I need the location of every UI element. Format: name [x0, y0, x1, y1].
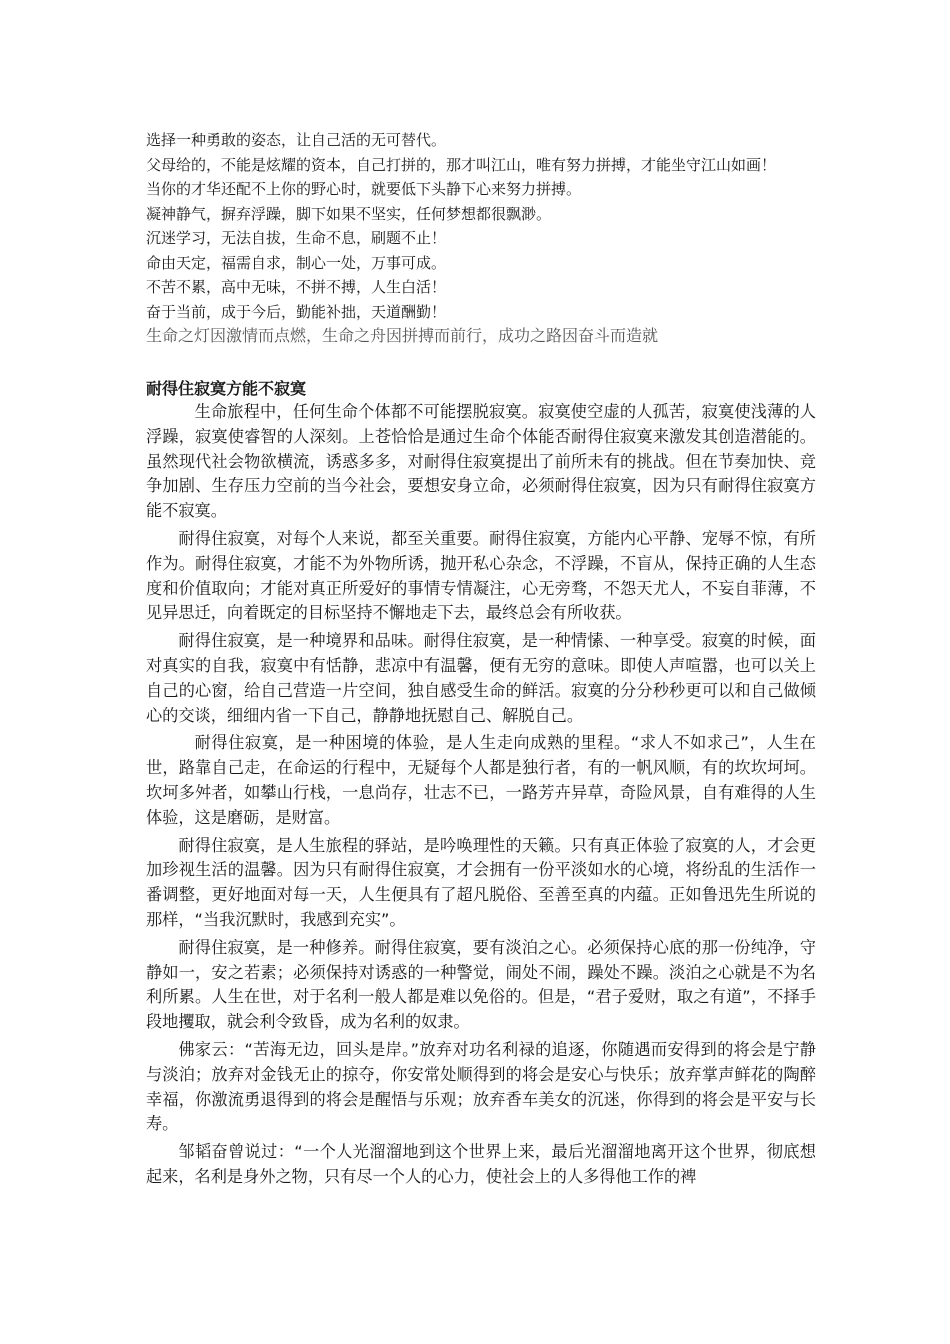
article-paragraph: 耐得住寂寞，是一种修养。耐得住寂寞，要有淡泊之心。必须保持心底的那一份纯净，守静如一，安之若素；必须保持对诱惑的一种警觉，闹处不闹，躁处不躁。淡泊之心就是不为名利所累。人生在世，对于名利一般人都是难以免俗的。但是，“君子爱财，取之有道”，不择手段地攫取，就会利令致昏，成为名利的奴隶。 — [146, 937, 816, 1032]
article-paragraph: 佛家云：“苦海无边，回头是岸。”放弃对功名利禄的追逐，你随遇而安得到的将会是宁静与淡泊；放弃对金钱无止的掠夺，你安常处顺得到的将会是安心与快乐；放弃掌声鲜花的陶醉幸福，你激流勇退得到的将会是醒悟与乐观；放弃香车美女的沉迷，你得到的将会是平安与长寿。 — [146, 1039, 816, 1134]
motto-line: 不苦不累，高中无味，不拼不搏，人生白活！ — [146, 278, 447, 296]
article-paragraph: 邹韬奋曾说过：“一个人光溜溜地到这个世界上来，最后光溜溜地离开这个世界，彻底想起来，名利是身外之物，只有尽一个人的心力，使社会上的人多得他工作的裨 — [146, 1142, 816, 1186]
motto-line: 当你的才华还配不上你的野心时，就要低下头静下心来努力拼搏。 — [146, 180, 582, 198]
motto-line: 奋于当前，成于今后，勤能补拙，天道酬勤！ — [146, 302, 447, 321]
motto-line: 生命之灯因激情而点燃，生命之舟因拼搏而前行，成功之路因奋斗而造就 — [146, 326, 659, 345]
article-paragraph: 耐得住寂寞，对每个人来说，都至关重要。耐得住寂寞，方能内心平静、宠辱不惊，有所作为。耐得住寂寞，才能不为外物所诱，抛开私心杂念，不浮躁，不盲从，保持正确的人生态度和价值取向；才能对真正所爱好的事情专情凝注，心无旁骛，不怨天尤人，不妄自菲薄，不见异思迁，向着既定的目标坚持不懈地走下去，最终总会有所收获。 — [146, 528, 816, 623]
article-body — [146, 400, 816, 1193]
motto-line: 沉迷学习，无法自拔，生命不息，刷题不止！ — [146, 229, 447, 247]
motto-line: 凝神静气，摒弃浮躁，脚下如果不坚实，任何梦想都很飘渺。 — [146, 204, 552, 223]
motto-list — [146, 128, 814, 349]
article-paragraph: 生命旅程中，任何生命个体都不可能摆脱寂寞。寂寞使空虚的人孤苦，寂寞使浅薄的人浮躁，寂寞使睿智的人深刻。上苍恰恰是通过生命个体能否耐得住寂寞来激发其创造潜能的。虽然现代社会物欲横流，诱惑多多，对耐得住寂寞提出了前所未有的挑战。但在节奏加快、竞争加剧、生存压力空前的当今社会，要想安身立命，必须耐得住寂寞，因为只有耐得住寂寞方能不寂寞。 — [146, 402, 816, 521]
article-paragraph: 耐得住寂寞，是人生旅程的驿站，是吟唤理性的天籁。只有真正体验了寂寞的人，才会更加珍视生活的温馨。因为只有耐得住寂寞，才会拥有一份平淡如水的心境，将纷乱的生活作一番调整，更好地面对每一天，人生便具有了超凡脱俗、至善至真的内蕴。正如鲁迅先生所说的那样，“当我沉默时，我感到充实”。 — [146, 835, 816, 929]
article-paragraph: 耐得住寂寞，是一种境界和品味。耐得住寂寞，是一种情愫、一种享受。寂寞的时候，面对真实的自我，寂寞中有恬静，悲凉中有温馨，便有无穷的意味。即使人声喧嚣，也可以关上自己的心窗，给自己营造一片空间，独自感受生命的鲜活。寂寞的分分秒秒更可以和自己做倾心的交谈，细细内省一下自己，静静地抚慰自己、解脱自己。 — [146, 631, 816, 725]
motto-line: 父母给的，不能是炫耀的资本，自己打拼的，那才叫江山，唯有努力拼搏，才能坐守江山如画！ — [146, 155, 777, 174]
motto-line: 命由天定，福需自求，制心一处，万事可成。 — [146, 253, 447, 272]
motto-line: 选择一种勇敢的姿态，让自己活的无可替代。 — [146, 131, 447, 149]
article-paragraph: 耐得住寂寞，是一种困境的体验，是人生走向成熟的里程。“求人不如求己”，人生在世，路靠自己走，在命运的行程中，无疑每个人都是独行者，有的一帆风顺，有的坎坎坷坷。坎坷多舛者，如攀山行栈，一息尚存，壮志不已，一路芳卉异草，奇险风景，自有难得的人生体验，这是磨砺，是财富。 — [146, 733, 816, 827]
article-title: 耐得住寂寞方能不寂寞 — [146, 379, 307, 398]
